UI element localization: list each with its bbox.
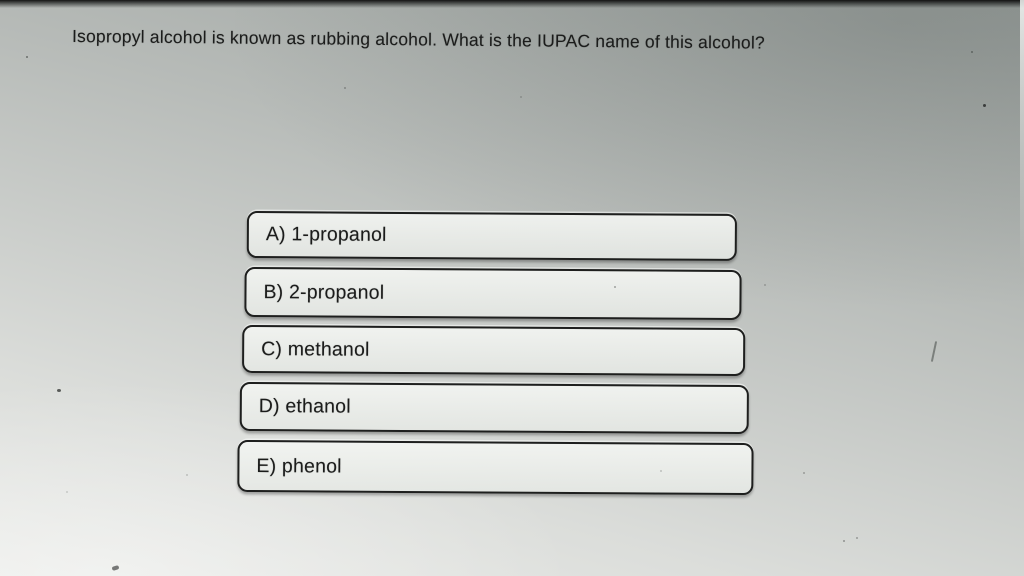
dust-speck (983, 104, 986, 107)
answer-option-label: B) 2-propanol (263, 280, 385, 304)
dust-speck (764, 284, 766, 286)
dust-speck (520, 96, 522, 98)
dust-speck (26, 56, 28, 58)
answer-option-label: D) ethanol (258, 395, 351, 418)
photo-top-edge (0, 0, 1024, 8)
dust-speck (971, 51, 973, 53)
answer-option-a[interactable] (247, 211, 737, 261)
photo-right-edge-reflection (1020, 0, 1024, 270)
answer-option-label: E) phenol (256, 454, 342, 478)
answer-option-b[interactable] (244, 267, 741, 320)
answer-option-c[interactable] (242, 325, 745, 376)
dust-speck (57, 389, 61, 392)
answer-option-label: C) methanol (261, 337, 370, 361)
dust-speck (344, 87, 346, 89)
answer-option-e[interactable] (237, 440, 753, 495)
dust-speck (186, 474, 188, 476)
answer-option-d[interactable] (240, 382, 749, 434)
dust-speck (843, 540, 845, 542)
dust-speck (660, 470, 662, 472)
answer-option-label: A) 1-propanol (265, 223, 387, 246)
dust-speck (66, 491, 68, 493)
question-text: Isopropyl alcohol is known as rubbing alcohol. What is the IUPAC name of this alcohol? (71, 26, 766, 53)
dust-speck (614, 286, 616, 288)
dust-speck (803, 472, 805, 474)
dust-speck (856, 537, 858, 539)
